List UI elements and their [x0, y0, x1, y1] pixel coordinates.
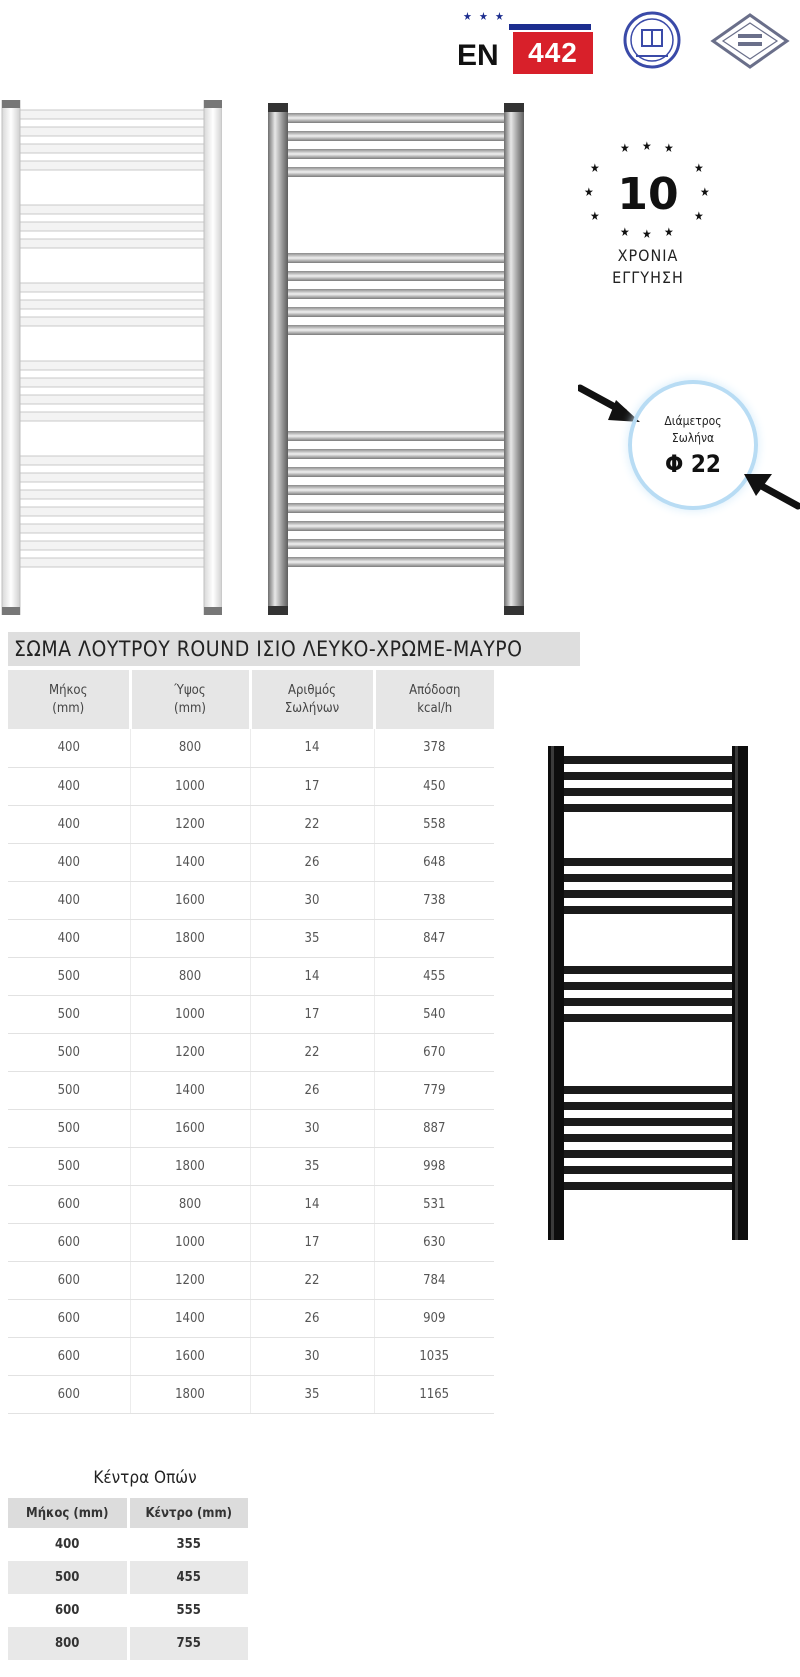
diamond-certification-icon	[710, 12, 790, 70]
table-row	[8, 881, 494, 919]
star-icon: ★	[700, 185, 710, 199]
table-row	[8, 1561, 248, 1594]
cell-output: 455	[374, 957, 494, 995]
cell-pipe-count: 14	[250, 1185, 374, 1223]
cell-pipe-count: 14	[250, 957, 374, 995]
cell-pipe-count: 35	[250, 1147, 374, 1185]
cell-output: 738	[374, 881, 494, 919]
table-header-row	[8, 1498, 248, 1528]
cell-height: 1800	[130, 1147, 250, 1185]
cell-length: 600	[8, 1223, 130, 1261]
column-header-output: Απόδοση kcal/h	[374, 670, 494, 729]
cell-height: 800	[130, 1185, 250, 1223]
table-row	[8, 919, 494, 957]
table-row	[8, 1109, 494, 1147]
table-header-row	[8, 670, 494, 729]
cell-output: 909	[374, 1299, 494, 1337]
cell-output: 779	[374, 1071, 494, 1109]
cell-length: 400	[8, 767, 130, 805]
cell-height: 1600	[130, 881, 250, 919]
en-442-certification-logo	[457, 10, 597, 74]
column-header-height: Ύψος (mm)	[130, 670, 250, 729]
cell-output: 648	[374, 843, 494, 881]
cell-length: 600	[8, 1375, 130, 1413]
cell-output: 784	[374, 1261, 494, 1299]
cell-length: 600	[8, 1299, 130, 1337]
table-row	[8, 1528, 248, 1561]
star-icon: ★	[620, 141, 630, 155]
cell-height: 1600	[130, 1109, 250, 1147]
cell-length: 500	[8, 1033, 130, 1071]
cell-pipe-count: 35	[250, 919, 374, 957]
star-icon: ★	[664, 225, 674, 239]
table-row	[8, 729, 494, 767]
cell-length: 500	[8, 1071, 130, 1109]
star-icon: ★	[694, 209, 704, 223]
cell-output: 378	[374, 729, 494, 767]
cell-pipe-count: 22	[250, 805, 374, 843]
cell-output: 531	[374, 1185, 494, 1223]
cell-pipe-count: 35	[250, 1375, 374, 1413]
cell-pipe-count: 26	[250, 1071, 374, 1109]
table-row	[8, 1033, 494, 1071]
din-certification-icon	[622, 10, 682, 70]
star-icon: ★	[642, 227, 652, 241]
cell-height: 1000	[130, 995, 250, 1033]
table-row	[8, 1627, 248, 1660]
cell-height: 1200	[130, 1033, 250, 1071]
cell-output: 1035	[374, 1337, 494, 1375]
product-specs-table	[8, 670, 494, 1414]
table-row	[8, 843, 494, 881]
cell-pipe-count: 26	[250, 1299, 374, 1337]
table-row	[8, 1147, 494, 1185]
cell-output: 450	[374, 767, 494, 805]
star-icon: ★	[664, 141, 674, 155]
eu-stars-icon: ★ ★ ★	[463, 10, 506, 23]
diameter-value: Φ 22	[665, 450, 721, 478]
cell-length: 500	[8, 1109, 130, 1147]
cell-output: 1165	[374, 1375, 494, 1413]
table-row	[8, 1071, 494, 1109]
cell-length: 600	[8, 1337, 130, 1375]
cell-height: 1200	[130, 1261, 250, 1299]
white-radiator-image	[0, 100, 222, 615]
star-icon: ★	[590, 209, 600, 223]
star-icon: ★	[642, 139, 652, 153]
cell-pipe-count: 22	[250, 1261, 374, 1299]
cell-length: 400	[8, 881, 130, 919]
cell-length: 500	[8, 1561, 128, 1594]
arrow-icon	[742, 470, 800, 510]
cell-length: 400	[8, 843, 130, 881]
hole-centres-title: Κέντρα Οπών	[93, 1468, 197, 1488]
en-logo-band	[509, 24, 591, 30]
star-icon: ★	[584, 185, 594, 199]
warranty-label-line2: ΕΓΓΥΗΣΗ	[612, 268, 684, 287]
diameter-label-line2: Σωλήνα	[671, 431, 715, 445]
cell-pipe-count: 30	[250, 881, 374, 919]
warranty-badge	[568, 140, 728, 300]
column-header-length: Μήκος (mm)	[8, 1498, 128, 1528]
cell-centre: 755	[128, 1627, 248, 1660]
cell-length: 800	[8, 1627, 128, 1660]
cell-length: 500	[8, 957, 130, 995]
column-header-length: Μήκος (mm)	[8, 670, 130, 729]
cell-output: 670	[374, 1033, 494, 1071]
star-icon: ★	[590, 161, 600, 175]
table-row	[8, 957, 494, 995]
cell-length: 500	[8, 1147, 130, 1185]
table-row	[8, 1337, 494, 1375]
black-radiator-image	[548, 746, 748, 1240]
table-row	[8, 1299, 494, 1337]
cell-height: 1000	[130, 767, 250, 805]
cell-output: 847	[374, 919, 494, 957]
cell-pipe-count: 30	[250, 1337, 374, 1375]
en-prefix: EN	[457, 39, 499, 72]
cell-length: 400	[8, 729, 130, 767]
table-row	[8, 1594, 248, 1627]
table-row	[8, 767, 494, 805]
cell-pipe-count: 30	[250, 1109, 374, 1147]
cell-output: 540	[374, 995, 494, 1033]
cell-centre: 555	[176, 1603, 201, 1618]
pipe-diameter-badge	[628, 380, 758, 510]
table-row	[8, 1261, 494, 1299]
star-icon: ★	[694, 161, 704, 175]
cell-length: 400	[8, 1528, 128, 1561]
diameter-label-line1: Διάμετρος	[664, 414, 722, 428]
column-header-centre: Κέντρο (mm)	[128, 1498, 248, 1528]
cell-height: 1400	[130, 1299, 250, 1337]
cell-pipe-count: 14	[250, 729, 374, 767]
cell-height: 1800	[130, 919, 250, 957]
en-number: 442	[513, 32, 593, 74]
cell-pipe-count: 26	[250, 843, 374, 881]
star-icon: ★	[620, 225, 630, 239]
table-row	[8, 805, 494, 843]
hole-centres-table	[8, 1498, 248, 1660]
cell-output: 558	[374, 805, 494, 843]
cell-length: 600	[8, 1261, 130, 1299]
cell-height: 800	[130, 957, 250, 995]
cell-height: 800	[130, 729, 250, 767]
cell-centre: 455	[128, 1561, 248, 1594]
cell-pipe-count: 17	[250, 995, 374, 1033]
cell-height: 1400	[130, 1071, 250, 1109]
cell-centre: 355	[176, 1537, 201, 1552]
cell-pipe-count: 17	[250, 1223, 374, 1261]
cell-height: 1000	[130, 1223, 250, 1261]
cell-length: 400	[8, 805, 130, 843]
warranty-years: 10	[617, 169, 679, 220]
product-table-title: ΣΩΜΑ ΛΟΥΤΡΟΥ ROUND ΙΣΙΟ ΛΕΥΚΟ-ΧΡΩΜΕ-ΜΑΥΡΟ	[8, 632, 580, 666]
cell-length: 500	[8, 995, 130, 1033]
cell-output: 630	[374, 1223, 494, 1261]
table-row	[8, 1223, 494, 1261]
chrome-radiator-image	[268, 103, 524, 615]
cell-length: 400	[8, 919, 130, 957]
table-row	[8, 995, 494, 1033]
table-row	[8, 1185, 494, 1223]
cell-height: 1400	[130, 843, 250, 881]
cell-pipe-count: 22	[250, 1033, 374, 1071]
cell-height: 1200	[130, 805, 250, 843]
warranty-label-line1: ΧΡΟΝΙΑ	[617, 246, 679, 265]
cell-output: 887	[374, 1109, 494, 1147]
cell-pipe-count: 17	[250, 767, 374, 805]
cell-length: 600	[8, 1594, 128, 1627]
table-row	[8, 1375, 494, 1413]
column-header-pipe-count: Αριθμός Σωλήνων	[250, 670, 374, 729]
cell-height: 1600	[130, 1337, 250, 1375]
cell-height: 1800	[130, 1375, 250, 1413]
cell-output: 998	[374, 1147, 494, 1185]
cell-length: 600	[8, 1185, 130, 1223]
